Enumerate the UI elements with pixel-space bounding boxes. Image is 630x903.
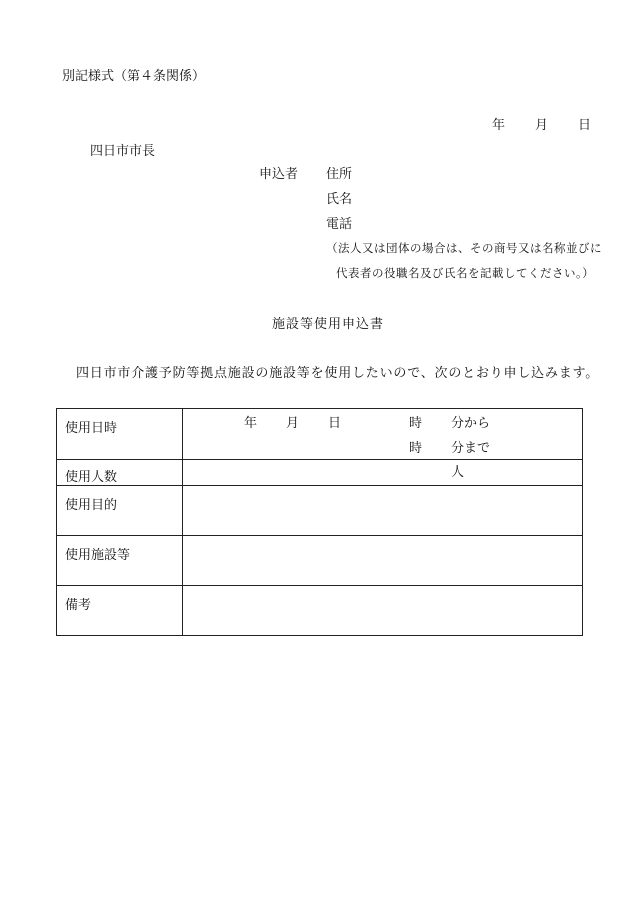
date-line <box>492 119 591 132</box>
date-year: 年 <box>492 118 506 133</box>
purpose-field[interactable] <box>183 486 583 536</box>
remarks-field[interactable] <box>183 586 583 636</box>
facility-label: 使用施設等 <box>57 536 183 586</box>
name-label: 氏名 <box>326 192 353 207</box>
people-field[interactable] <box>183 460 583 486</box>
datetime-from-hour: 時 <box>409 416 423 431</box>
addressee: 四日市市長 <box>90 144 156 159</box>
datetime-month: 月 <box>286 416 300 431</box>
date-month: 月 <box>535 118 549 133</box>
applicant-note-line1: （法人又は団体の場合は、その商号又は名称並びに <box>326 241 602 255</box>
facility-field[interactable] <box>183 536 583 586</box>
form-label: 別記様式（第４条関係） <box>62 69 206 84</box>
people-label: 使用人数 <box>57 460 183 486</box>
datetime-from-min: 分から <box>451 416 491 431</box>
document-title: 施設等使用申込書 <box>272 317 385 332</box>
date-day: 日 <box>578 118 592 133</box>
remarks-label: 備考 <box>57 586 183 636</box>
datetime-label: 使用日時 <box>57 409 183 460</box>
row-datetime <box>57 409 583 460</box>
purpose-label: 使用目的 <box>57 486 183 536</box>
row-facility <box>57 536 583 586</box>
people-unit: 人 <box>451 465 465 480</box>
datetime-field[interactable] <box>183 409 583 460</box>
phone-label: 電話 <box>326 217 353 232</box>
datetime-to-min: 分まで <box>451 441 491 456</box>
datetime-day: 日 <box>328 416 342 431</box>
datetime-year: 年 <box>244 416 258 431</box>
address-label: 住所 <box>326 167 353 182</box>
row-people <box>57 460 583 486</box>
datetime-to-hour: 時 <box>409 441 423 456</box>
purpose-statement: 四日市市介護予防等拠点施設の施設等を使用したいので、次のとおり申し込みます。 <box>76 366 600 381</box>
row-purpose <box>57 486 583 536</box>
applicant-label: 申込者 <box>259 167 299 182</box>
row-remarks <box>57 586 583 636</box>
applicant-note-line2: 代表者の役職名及び氏名を記載してください。） <box>336 266 595 280</box>
application-table <box>56 408 583 636</box>
